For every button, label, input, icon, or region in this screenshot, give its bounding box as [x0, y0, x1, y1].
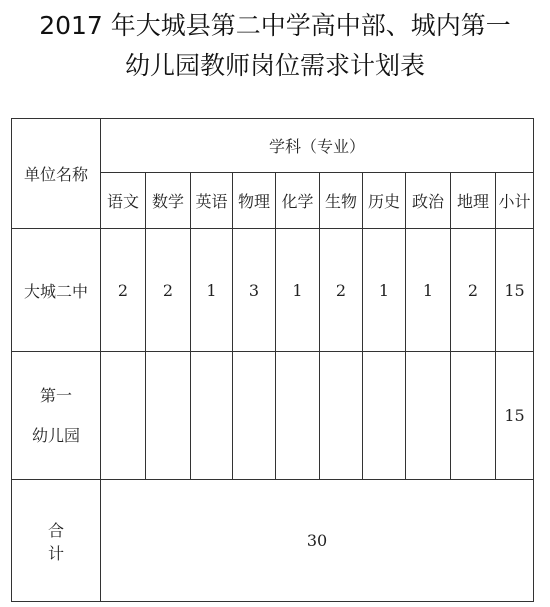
subtotal-cell: 15: [496, 229, 534, 352]
table-cell: [451, 352, 496, 480]
table-cell: 1: [276, 229, 320, 352]
table-cell: [101, 352, 146, 480]
table-cell: 2: [320, 229, 363, 352]
subject-group-header: 学科（专业）: [101, 119, 534, 173]
total-label: 合计: [12, 480, 101, 602]
subject-header-history: 历史: [363, 173, 406, 229]
table-cell: [276, 352, 320, 480]
table-cell: [406, 352, 451, 480]
table-cell: [320, 352, 363, 480]
table-cell: 1: [363, 229, 406, 352]
row-unit-name: [12, 352, 101, 480]
subject-header-english: 英语: [191, 173, 233, 229]
table-cell: 1: [191, 229, 233, 352]
total-value: 30: [101, 480, 534, 602]
table-cell: 1: [406, 229, 451, 352]
table-cell: [233, 352, 276, 480]
row-unit-name: 大城二中: [12, 229, 101, 352]
subject-header-geography: 地理: [451, 173, 496, 229]
unit-name-header: 单位名称: [12, 119, 101, 229]
table-cell: 2: [451, 229, 496, 352]
table-cell: 2: [101, 229, 146, 352]
subject-header-biology: 生物: [320, 173, 363, 229]
table-row: [12, 480, 534, 602]
document-title-line-2: 幼儿园教师岗位需求计划表: [124, 51, 425, 80]
teacher-demand-table: [11, 118, 534, 602]
table-cell: 3: [233, 229, 276, 352]
row-unit-name-line-2: 幼儿园: [32, 425, 81, 445]
row-unit-name-line-1: 第一: [40, 385, 73, 405]
document-title-line-1: 2017 年大城县第二中学高中部、城内第一: [39, 11, 511, 40]
subject-header-math: 数学: [146, 173, 191, 229]
subject-header-physics: 物理: [233, 173, 276, 229]
subject-header-subtotal: 小计: [496, 173, 534, 229]
subject-header-politics: 政治: [406, 173, 451, 229]
table-cell: 2: [146, 229, 191, 352]
subject-header-chinese: 语文: [101, 173, 146, 229]
table-row: [12, 229, 534, 352]
subtotal-cell: 15: [496, 352, 534, 480]
table-row: [12, 352, 534, 480]
subject-header-chemistry: 化学: [276, 173, 320, 229]
table-cell: [191, 352, 233, 480]
table-cell: [363, 352, 406, 480]
table-cell: [146, 352, 191, 480]
